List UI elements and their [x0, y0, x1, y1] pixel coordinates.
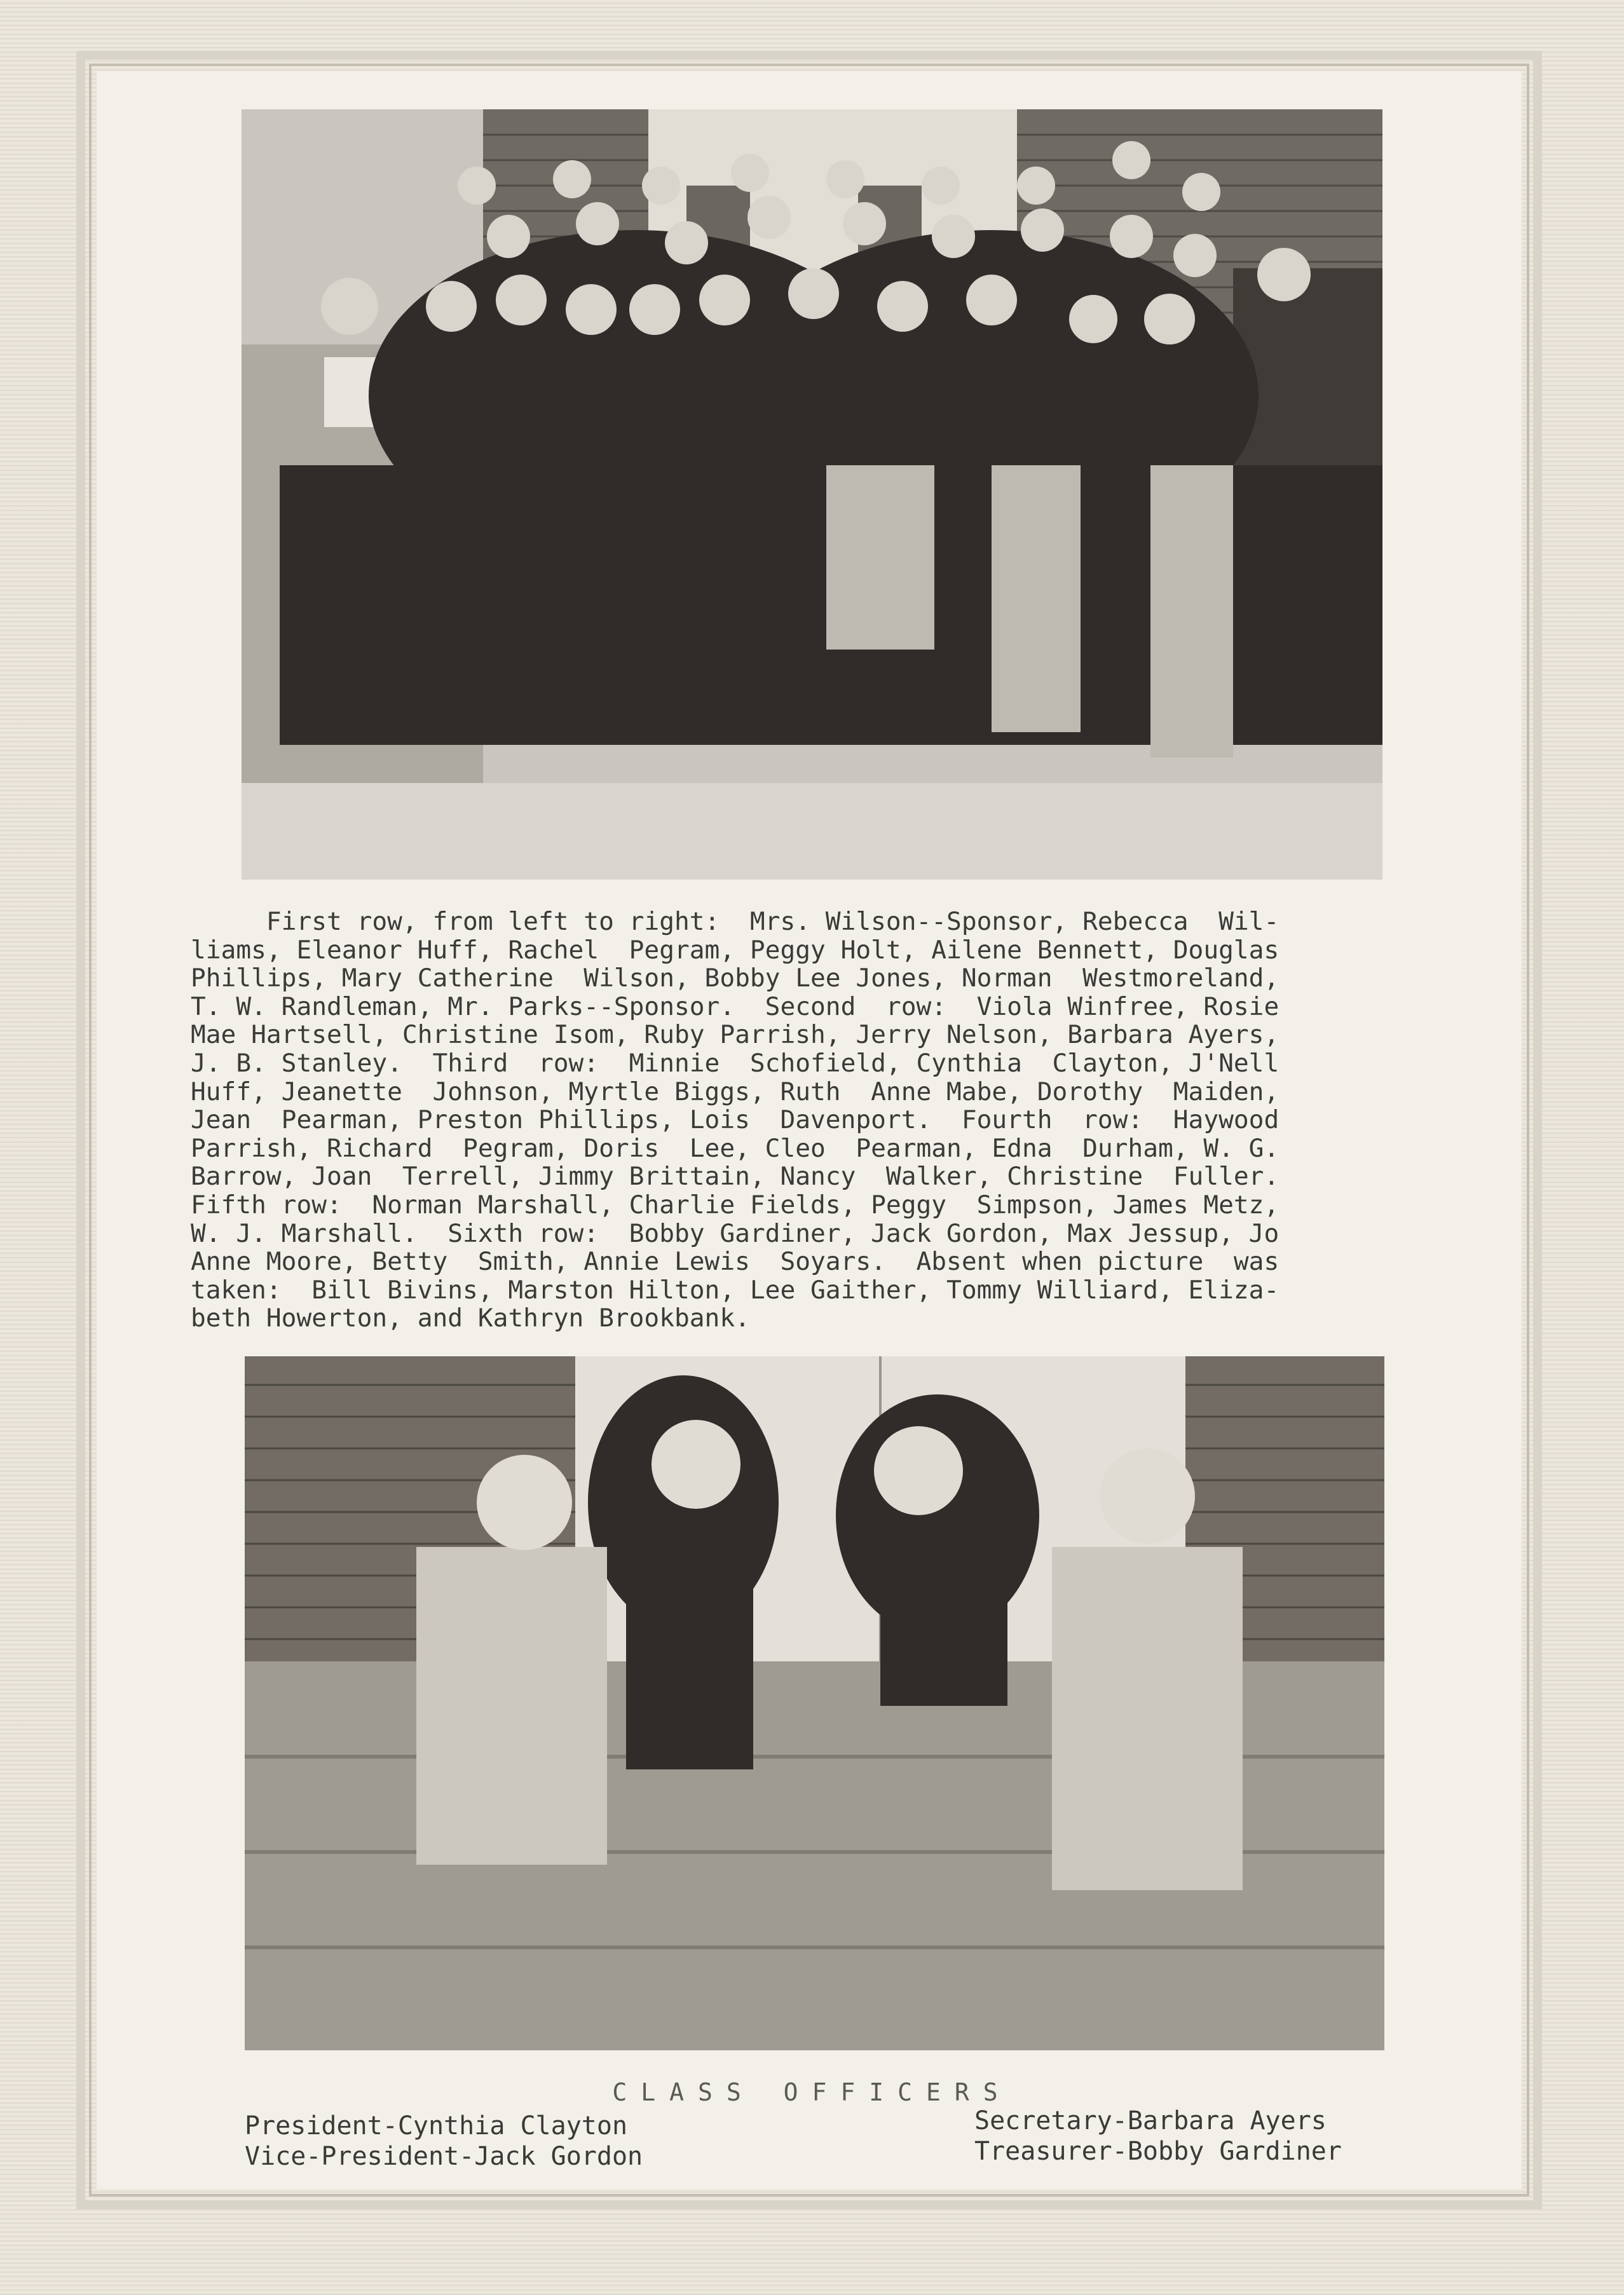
caption-line: Barrow, Joan Terrell, Jimmy Brittain, Nancy Walker, Christine Fuller. — [191, 1162, 1279, 1192]
caption-line: Fifth row: Norman Marshall, Charlie Fields, Peggy Simpson, James Metz, — [191, 1190, 1279, 1220]
caption-line: T. W. Randleman, Mr. Parks--Sponsor. Second row: Viola Winfree, Rosie — [191, 991, 1279, 1021]
caption-line: Phillips, Mary Catherine Wilson, Bobby Lee Jones, Norman Westmoreland, — [191, 964, 1279, 993]
caption-line: liams, Eleanor Huff, Rachel Pegram, Peggy Holt, Ailene Bennett, Douglas — [191, 935, 1279, 965]
class-officers-heading: CLASS OFFICERS — [612, 2078, 1012, 2106]
group-photo-caption — [191, 908, 1417, 1333]
caption-line: J. B. Stanley. Third row: Minnie Schofield, Cynthia Clayton, J'Nell — [191, 1048, 1279, 1078]
caption-line: W. J. Marshall. Sixth row: Bobby Gardiner, Jack Gordon, Max Jessup, Jo — [191, 1218, 1279, 1248]
caption-line: Huff, Jeanette Johnson, Myrtle Biggs, Ruth Anne Mabe, Dorothy Maiden, — [191, 1077, 1279, 1107]
caption-line: Jean Pearman, Preston Phillips, Lois Davenport. Fourth row: Haywood — [191, 1105, 1279, 1135]
caption-line: Mae Hartsell, Christine Isom, Ruby Parrish, Jerry Nelson, Barbara Ayers, — [191, 1020, 1279, 1050]
caption-line: taken: Bill Bivins, Marston Hilton, Lee Gaither, Tommy Williard, Eliza- — [191, 1275, 1279, 1305]
officers-photo-illustration — [245, 1356, 1384, 2050]
caption-line: Anne Moore, Betty Smith, Annie Lewis Soyars. Absent when picture was — [191, 1247, 1279, 1277]
officer-secretary: Secretary-Barbara Ayers — [974, 2106, 1327, 2135]
caption-line: First row, from left to right: Mrs. Wilson--Sponsor, Rebecca Wil- — [191, 907, 1279, 936]
caption-line: Parrish, Richard Pegram, Doris Lee, Cleo Pearman, Edna Durham, W. G. — [191, 1133, 1279, 1163]
group-photo-illustration — [242, 109, 1382, 880]
officer-president: President-Cynthia Clayton — [245, 2111, 628, 2141]
class-group-photo — [242, 109, 1382, 880]
officer-vice-president: Vice-President-Jack Gordon — [245, 2142, 643, 2171]
officer-treasurer: Treasurer-Bobby Gardiner — [974, 2137, 1342, 2166]
class-officers-photo — [245, 1356, 1384, 2050]
caption-line: beth Howerton, and Kathryn Brookbank. — [191, 1304, 750, 1333]
